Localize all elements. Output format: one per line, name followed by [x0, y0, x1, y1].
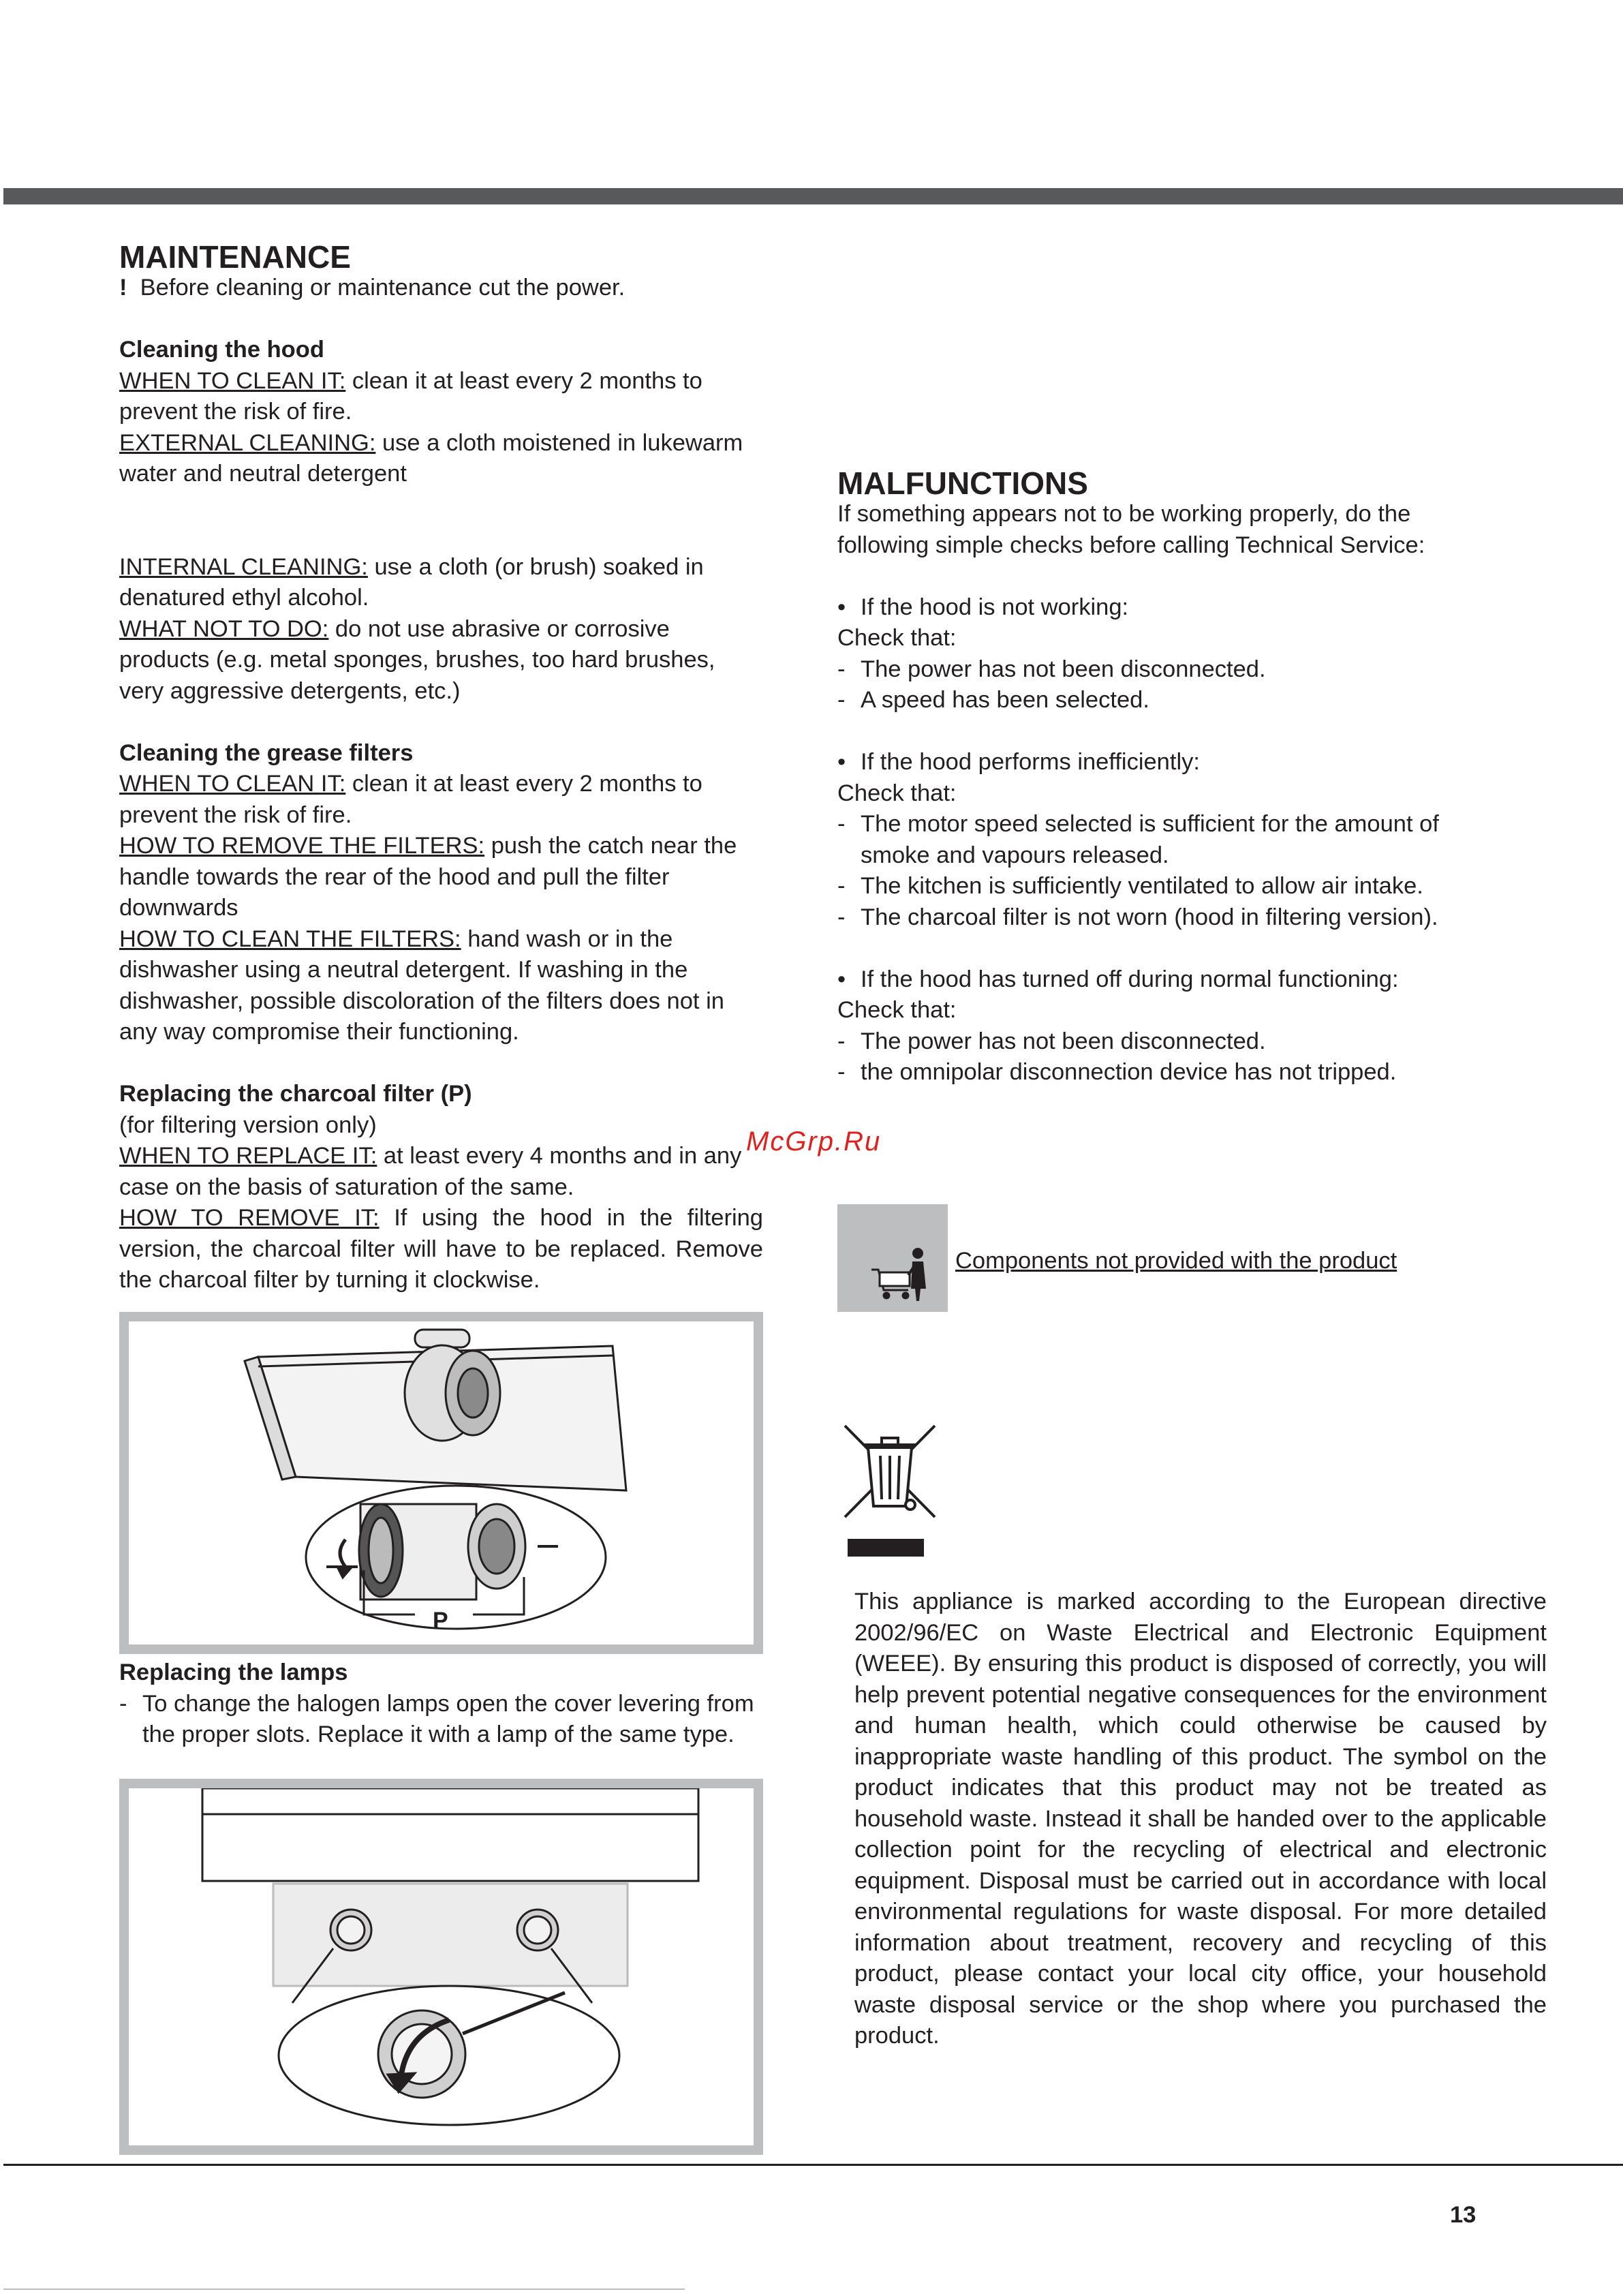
filters-remove	[119, 831, 763, 924]
case-3-bullet: •	[837, 966, 846, 992]
cleaning-hood-heading: Cleaning the hood	[119, 337, 324, 363]
case-3-condition	[837, 964, 1491, 996]
cleaning-filters-heading: Cleaning the grease filters	[119, 739, 414, 766]
lamps-bullet: -	[119, 1690, 127, 1717]
case-1-check-1	[837, 654, 1491, 686]
shopping-cart-icon	[837, 1204, 948, 1312]
lamps-instruction	[119, 1689, 763, 1751]
hood-when-text: clean it at least every 2 months to prevent the risk of fire.	[119, 367, 702, 425]
hood-internal-text: use a cloth (or brush) soaked in denatured ethyl alcohol.	[119, 553, 704, 611]
case-2-condition	[837, 747, 1491, 778]
hood-when-label: WHEN TO CLEAN IT:	[119, 367, 346, 394]
hood-internal	[119, 552, 763, 614]
case-3-check-1	[837, 1026, 1491, 1058]
check-text: The kitchen is sufficiently ventilated to allow air intake.	[861, 873, 1423, 899]
warning-mark: !	[119, 275, 127, 301]
dash: -	[837, 687, 846, 713]
check-text: A speed has been selected.	[861, 687, 1149, 713]
filters-when	[119, 769, 763, 831]
case-3-text: If the hood has turned off during normal functioning:	[861, 966, 1399, 992]
charcoal-heading: Replacing the charcoal filter (P)	[119, 1081, 472, 1107]
header-bar	[3, 188, 1623, 204]
case-1-check-label: Check that:	[837, 625, 957, 651]
case-1-condition	[837, 592, 1491, 624]
check-text: The power has not been disconnected.	[861, 1028, 1266, 1054]
hood-when	[119, 366, 763, 428]
filters-clean-label: HOW TO CLEAN THE FILTERS:	[119, 925, 461, 952]
hood-external-label: EXTERNAL CLEANING:	[119, 429, 376, 456]
malfunctions-section	[837, 462, 1491, 1088]
filters-when-label: WHEN TO CLEAN IT:	[119, 771, 346, 797]
lamp-figure	[119, 1779, 763, 2155]
case-1-check-2	[837, 685, 1491, 716]
components-note: Components not provided with the product	[955, 1248, 1397, 1274]
lamps-heading: Replacing the lamps	[119, 1659, 348, 1685]
malfunctions-title: MALFUNCTIONS	[837, 465, 1088, 501]
weee-text: This appliance is marked according to the European directive 2002/96/EC on Waste Electrical and Electronic Equipment (WEEE). By ensuring this product is disposed of correctly, you will help prevent potential negative consequences for the environment and human health, which could otherwise be caused by inappropriate waste handling of this product. The symbol on the product indicates that this product may not be treated as household waste. Instead it shall be handed over to the applicable collection point for the recycling of electrical and electronic equipment. Disposal must be carried out in accordance with local environmental regulations for waste disposal. For more detailed information about treatment, recovery and recycling of this product, please contact your local city office, your household waste disposal service or the shop where you purchased the product.	[854, 1589, 1547, 2049]
hood-not	[119, 614, 763, 707]
dash: -	[837, 811, 846, 837]
hood-filter-illustration	[129, 1321, 754, 1644]
maintenance-section	[119, 236, 763, 1296]
check-text: The motor speed selected is sufficient for the amount of smoke and vapours released.	[861, 811, 1439, 868]
filters-clean-text: hand wash or in the dishwasher using a neutral detergent. If washing in the dishwasher, possible discoloration of the filters does not in any way compromise their functioning.	[119, 925, 724, 1045]
case-2-check-3	[837, 902, 1491, 934]
warning-text: Before cleaning or maintenance cut the power.	[140, 275, 625, 301]
dash: -	[837, 1028, 846, 1054]
charcoal-filter-figure	[119, 1312, 763, 1654]
page-number: 13	[1450, 2202, 1477, 2228]
malfunctions-intro: If something appears not to be working properly, do the following simple checks before calling Technical Service:	[837, 501, 1425, 558]
case-2-bullet: •	[837, 749, 846, 775]
case-3-check-label: Check that:	[837, 997, 957, 1023]
dash: -	[837, 904, 846, 930]
power-warning	[119, 273, 763, 304]
dash: -	[837, 656, 846, 682]
filters-clean	[119, 924, 763, 1048]
footer-rule	[3, 2164, 1623, 2166]
case-2-text: If the hood performs inefficiently:	[861, 749, 1200, 775]
check-text: The charcoal filter is not worn (hood in filtering version).	[861, 904, 1438, 930]
check-text: The power has not been disconnected.	[861, 656, 1266, 682]
lamps-section	[119, 1657, 763, 1751]
hood-external	[119, 428, 763, 490]
case-2-check-label: Check that:	[837, 780, 957, 806]
case-1-bullet: •	[837, 594, 846, 620]
hood-internal-label: INTERNAL CLEANING:	[119, 553, 368, 580]
hood-external-text: use a cloth moistened in lukewarm water and neutral detergent	[119, 429, 743, 487]
charcoal-when-label: WHEN TO REPLACE IT:	[119, 1143, 377, 1169]
bottom-edge-line	[3, 2289, 685, 2290]
maintenance-title: MAINTENANCE	[119, 239, 351, 275]
charcoal-remove	[119, 1203, 763, 1296]
check-text: the omnipolar disconnection device has not tripped.	[861, 1059, 1397, 1085]
case-2-check-2	[837, 871, 1491, 902]
hood-not-label: WHAT NOT TO DO:	[119, 615, 329, 642]
case-2-check-1	[837, 809, 1491, 871]
case-3-check-2	[837, 1057, 1491, 1088]
dash: -	[837, 1059, 846, 1085]
charcoal-when-text: at least every 4 months and in any case on the basis of saturation of the same.	[119, 1143, 742, 1200]
filters-remove-text: push the catch near the handle towards the rear of the hood and pull the filter downwards	[119, 833, 737, 921]
case-1-text: If the hood is not working:	[861, 594, 1129, 620]
lamps-text: To change the halogen lamps open the cover levering from the proper slots. Replace it with a lamp of the same type.	[142, 1690, 754, 1747]
hood-not-text: do not use abrasive or corrosive products (e.g. metal sponges, brushes, too hard brushes, very aggressive detergents, etc.)	[119, 615, 715, 704]
dash: -	[837, 873, 846, 899]
filters-remove-label: HOW TO REMOVE THE FILTERS:	[119, 833, 485, 859]
lamp-illustration	[129, 1788, 754, 2145]
filters-when-text: clean it at least every 2 months to prevent the risk of fire.	[119, 771, 702, 828]
charcoal-remove-label: HOW TO REMOVE IT:	[119, 1205, 380, 1231]
watermark: McGrp.Ru	[746, 1127, 882, 1157]
charcoal-note: (for filtering version only)	[119, 1112, 377, 1138]
weee-bin-icon	[839, 1422, 940, 1558]
charcoal-remove-text: If using the hood in the filtering version, the charcoal filter will have to be replaced. Remove the charcoal filter by turning it clockwise.	[119, 1205, 763, 1293]
charcoal-when	[119, 1141, 763, 1203]
figure-p-label: P	[433, 1608, 448, 1634]
